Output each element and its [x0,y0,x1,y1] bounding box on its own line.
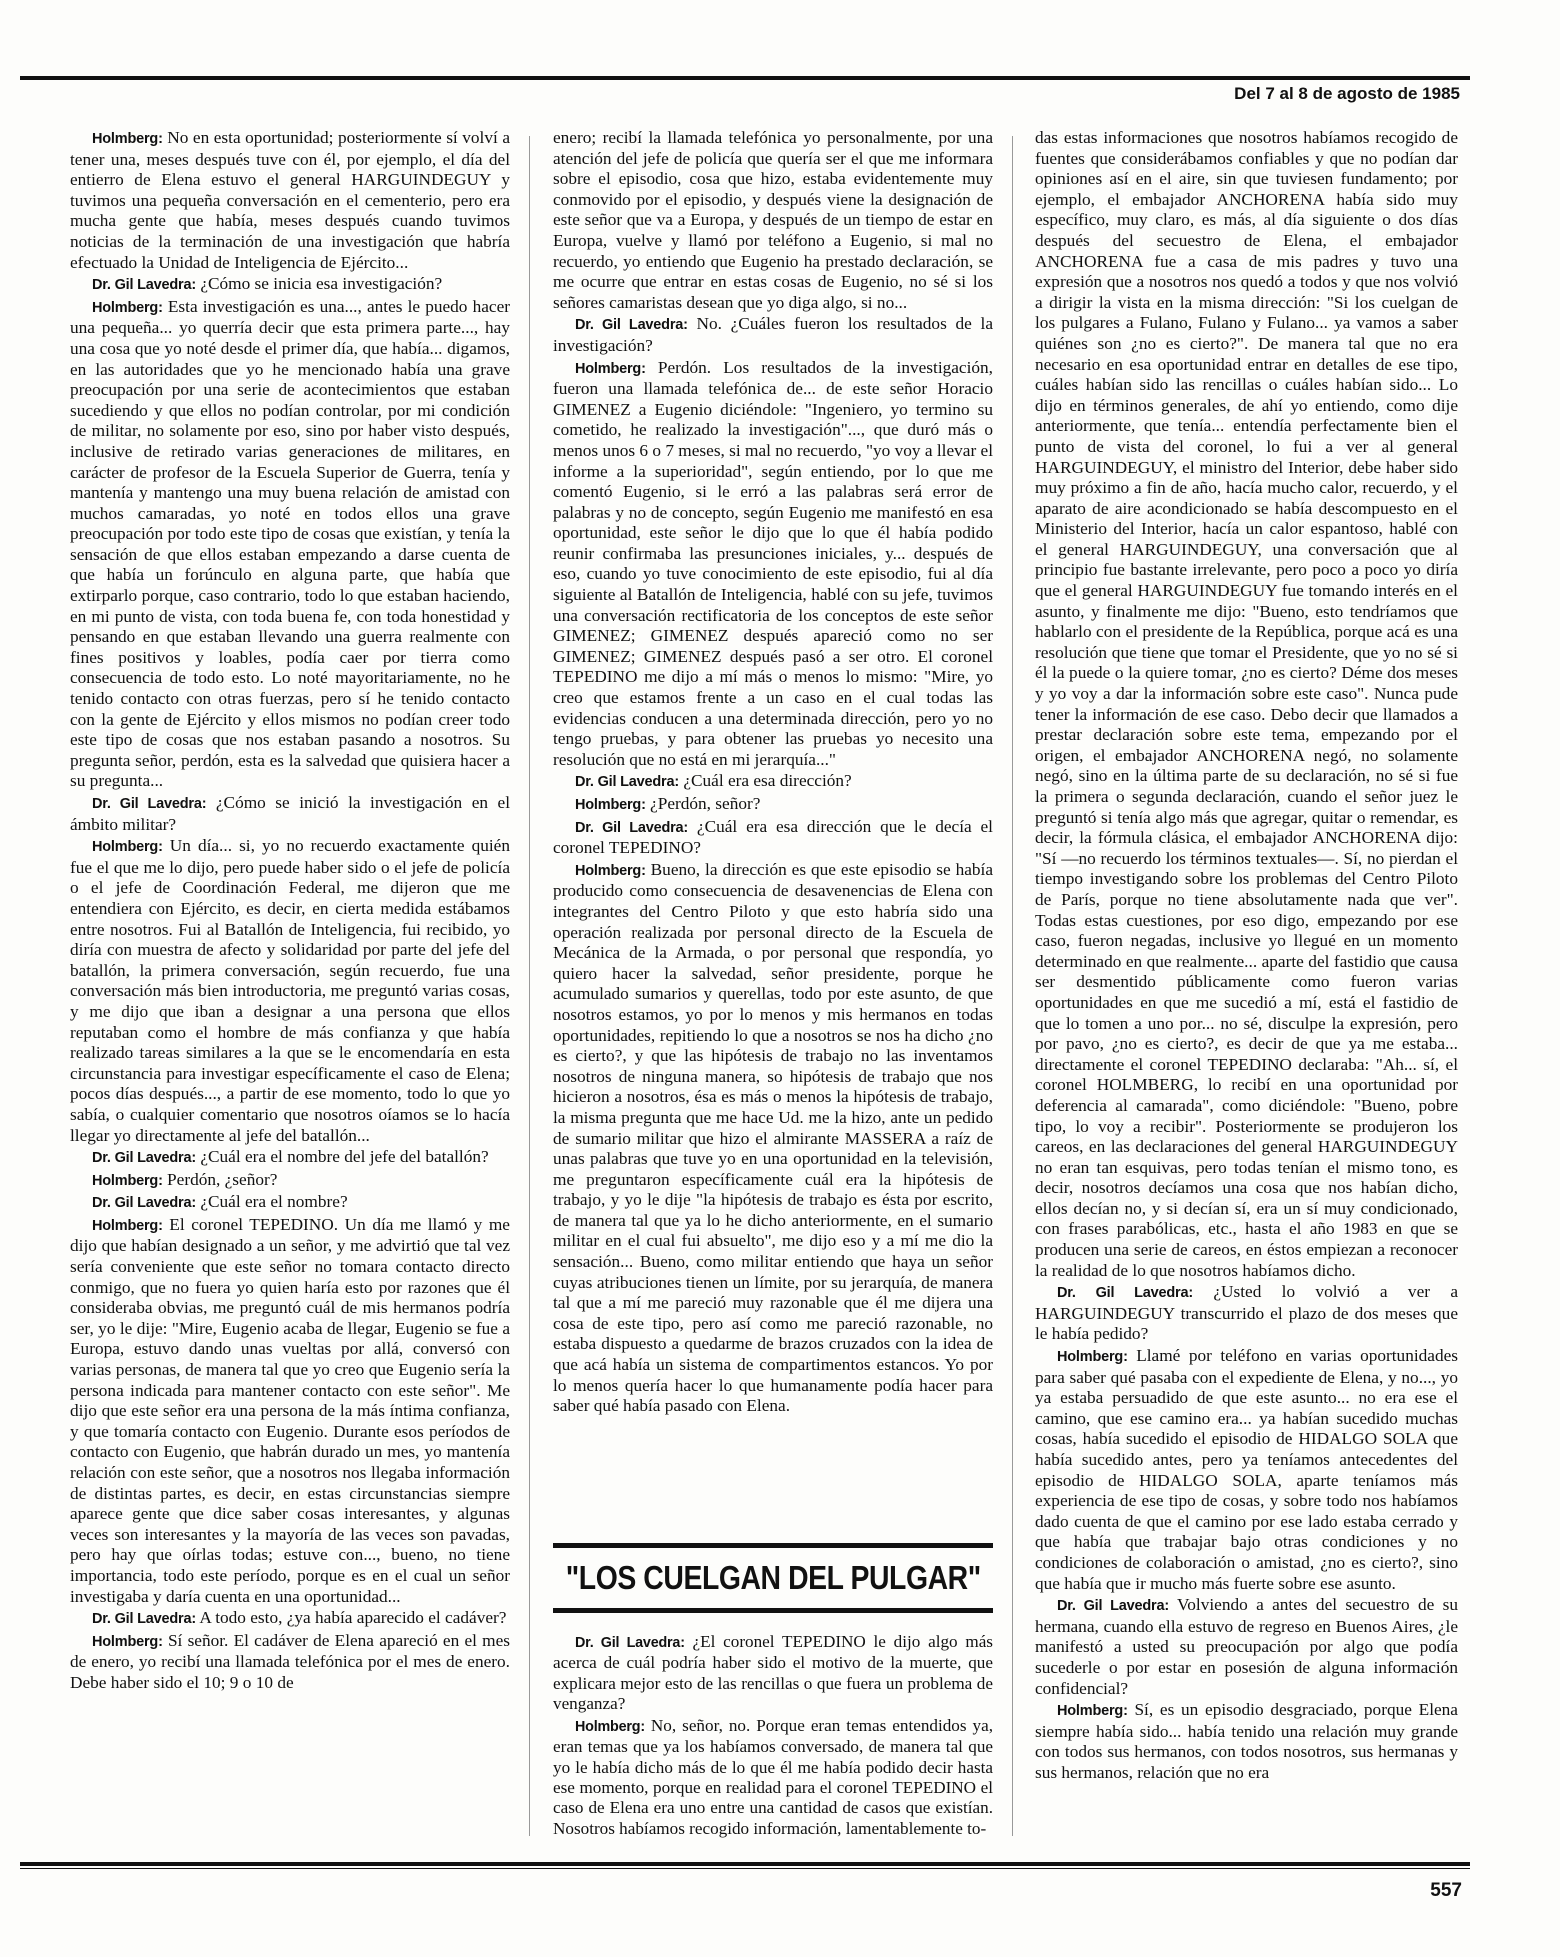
paragraph-text: Sí, es un episodio desgraciado, porque Elena siempre había sido... había tenido una relación muy grande con todos sus hermanos, con todos nosotros, sus hermanas y sus hermanos, relación que no era [1035,1700,1458,1782]
transcript-paragraph [553,794,993,816]
paragraph-text: Perdón. Los resultados de la investigación, fueron una llamada telefónica de... de este señor Horacio GIMENEZ a Eugenio diciéndole: "Ingeniero, yo termino su cometido, he realizado la investigación"..., que duró más o menos unos 6 o 7 meses, si mal no recuerdo, "yo voy a llevar el informe a la superioridad", según entiendo, por lo que me comentó Eugenio, si le erró a las palabras será error de palabras y no de concepto, según Eugenio me manifestó en esa oportunidad, este señor le dijo que lo que él había podido reunir confirmaba las presunciones iniciales, y... después de eso, cuando yo tuve conocimiento de este episodio, fui al día siguiente al Batallón de Inteligencia, hablé con su jefe, tuvimos una conversación rectificatoria de los conceptos de este señor GIMENEZ; GIMENEZ después apareció como no ser GIMENEZ; GIMENEZ después pasó a ser otro. El coronel TEPEDINO me dijo a mí más o menos lo mismo: "Mire, yo creo que estamos frente a un caso en el cual todas las evidencias conducen a una determinada dirección, pero yo no tengo pruebas, y para obtener las pruebas yo necesito una resolución que no está en mi jerarquía..." [553,357,993,769]
transcript-paragraph [1035,1282,1458,1345]
paragraph-text: ¿Cuál era el nombre del jefe del batallón? [200,1147,489,1167]
transcript-paragraph [553,771,993,793]
transcript-paragraph [70,1192,510,1214]
transcript-paragraph [70,793,510,835]
column-divider [529,136,530,1836]
paragraph-text: Bueno, la dirección es que este episodio se había producido como consecuencia de desavenencias de Elena con integrantes del Centro Piloto y que esto habría sido una operación realizada por personal directo de la Escuela de Mecánica de la Armada, o por personal que respondía, yo quiero hacer la salvedad, señor presidente, porque he acumulado sumarios y querellas, todo por este asunto, de que nosotros estamos, yo por lo menos y mis hermanos en todas oportunidades, repitiendo lo que a nosotros se nos ha dicho ¿no es cierto?, y que las hipótesis de trabajo no las inventamos nosotros de ninguna manera, so hipótesis de trabajo que nos hicieron a nosotros, ésa es más o menos la hipótesis de trabajo, la misma pregunta que me hace Ud. me la hizo, ante un pedido de sumario militar que hizo el almirante MASSERA a raíz de unas palabras que tuve yo en una oportunidad en la televisión, me preguntaron específicamente cuál era la hipótesis de trabajo, y yo le dije "la hipótesis de trabajo es ésta por escrito, de manera tal que ya lo he dicho anteriormente, en el sumario militar en el cual fui absuelto", me dijo eso y a mí me dio la sensación... Bueno, como militar entiendo que haya un señor cuyas atribuciones tienen un límite, por su jerarquía, de manera tal que a mí me pareció muy razonable que él me dijera una cosa de este tipo, pero así como me pareció razonable, no estaba dispuesto a quedarme de brazos cruzados con la idea de que acá había un sistema de compartimentos estancos. Yo por lo menos quería hacer lo que humanamente podía hacer para saber qué había pasado con Elena. [553,859,993,1416]
bottom-rule-thin [20,1868,1470,1869]
paragraph-text: A todo esto, ¿ya había aparecido el cadáver? [199,1608,507,1628]
transcript-paragraph [70,1170,510,1192]
transcript-paragraph [70,1631,510,1694]
speaker-label: Holmberg: [92,1217,163,1234]
paragraph-text: ¿Usted lo volvió a ver a HARGUINDEGUY transcurrido el plazo de dos meses que le había pedido? [1035,1282,1458,1344]
transcript-paragraph [553,128,993,313]
paragraph-text: ¿Cómo se inicia esa investigación? [200,274,443,294]
transcript-paragraph [553,817,993,859]
paragraph-text: No. ¿Cuáles fueron los resultados de la investigación? [553,314,993,355]
speaker-label: Dr. Gil Lavedra: [1057,1598,1169,1615]
column-3 [1035,128,1458,1828]
transcript-paragraph [70,274,510,296]
paragraph-text: Perdón, ¿señor? [167,1169,278,1189]
paragraph-text: No, señor, no. Porque eran temas entendidos ya, eran temas que ya los habíamos conversado, de manera tal que yo le había dicho más de lo que él me había podido decir hasta ese momento, porque en realidad para el coronel TEPEDINO el caso de Elena era uno entre una cantidad de casos que existían. Nosotros habíamos recogido información, lamentablemente to- [553,1715,993,1838]
speaker-label: Holmberg: [92,1633,163,1650]
transcript-paragraph [70,836,510,1146]
transcript-paragraph [70,1608,510,1630]
speaker-label: Dr. Gil Lavedra: [92,1195,196,1212]
transcript-paragraph [553,860,993,1417]
speaker-label: Dr. Gil Lavedra: [575,774,679,791]
paragraph-text: Un día... si, yo no recuerdo exactamente quién fue el que me lo dijo, pero puede haber sido o el jefe de policía o el jefe de Coordinación Federal, me dijeron que me entendiera con Ejército, es decir, en cierta medida estábamos entre nosotros. Fui al Batallón de Inteligencia, fui recibido, yo diría con muestra de afecto y solidaridad por parte del jefe del batallón, la primera conversación, según recuerdo, fue una conversación más bien introductoria, me preguntó varias cosas, y me dijo que iban a designar a una persona que ellos reputaban como el hombre de más confianza y que había realizado tareas similares a la que se le encomendaría en esta circunstancia para investigar específicamente el caso de Elena; pocos días después..., a partir de ese momento, todo lo que yo sabía, o cualquier comentario que nosotros oíamos se lo hacía llegar yo directamente al jefe del batallón... [70,836,510,1145]
speaker-label: Dr. Gil Lavedra: [92,277,196,294]
speaker-label: Holmberg: [575,862,646,879]
page-number: 557 [1430,1880,1462,1901]
section-headline: "LOS CUELGAN DEL PULGAR" [565,1559,981,1596]
speaker-label: Holmberg: [1057,1703,1128,1720]
speaker-label: Dr. Gil Lavedra: [92,1150,196,1167]
paragraph-text: Volviendo a antes del secuestro de su hermana, cuando ella estuvo de regreso en Buenos Aires, ¿le manifestó a usted su preocupación por algo que podía sucederle o por estar en posesión de alguna información confidencial? [1035,1595,1458,1698]
paragraph-text: ¿El coronel TEPEDINO le dijo algo más acerca de cuál podría haber sido el motivo de la muerte, que explicara mejor esto de las rencillas o que fuera un problema de venganza? [553,1632,993,1714]
column-2-continued [553,1632,993,1842]
speaker-label: Holmberg: [92,1172,163,1189]
bottom-rule [20,1862,1470,1866]
speaker-label: Dr. Gil Lavedra: [92,796,207,812]
paragraph-text: ¿Cuál era el nombre? [200,1192,348,1212]
column-2 [553,128,993,1513]
paragraph-text: ¿Cómo se inició la investigación en el ámbito militar? [70,793,510,834]
transcript-paragraph [553,358,993,771]
paragraph-text: ¿Cuál era esa dirección? [683,771,852,791]
speaker-label: Dr. Gil Lavedra: [92,1611,196,1628]
transcript-paragraph [1035,1346,1458,1594]
speaker-label: Dr. Gil Lavedra: [575,819,689,836]
column-divider [1012,136,1013,1836]
transcript-paragraph [70,128,510,273]
speaker-label: Holmberg: [92,839,163,856]
transcript-paragraph [70,1147,510,1169]
top-rule [20,76,1470,80]
speaker-label: Dr. Gil Lavedra: [575,1635,685,1651]
paragraph-text: No en esta oportunidad; posteriormente sí volví a tener una, meses después tuve con él, por ejemplo, el día del entierro de Elena estuvo el general HARGUINDEGUY y tuvimos una pequeña conversación en el cementerio, pero era mucha gente que había, meses después cuando tuvimos noticias de la terminación de una investigación que habría efectuado la Unidad de Inteligencia de Ejército... [70,128,510,272]
paragraph-text: ¿Perdón, señor? [650,794,761,813]
paragraph-text: Llamé por teléfono en varias oportunidades para saber qué pasaba con el expediente de Elena, y no..., yo ya estaba persuadido de que este asunto... no era ese el camino, que ese camino era... ya habían sucedido muchas cosas, había sucedido el episodio de HIDALGO SOLA que había sucedido antes, pero ya teníamos antecedentes del episodio de HIDALGO SOLA, aparte teníamos más experiencia de ese tipo de cosas, y sobre todo nos habíamos dado cuenta de que el camino por ese lado estaba cerrado y que había que trabajar bajo otras condiciones y no condiciones de colaboración o amistad, ¿no es cierto?, sino que había que ir mucho más fuerte sobre ese asunto. [1035,1346,1458,1593]
speaker-label: Holmberg: [92,131,163,147]
column-1 [70,128,510,1828]
section-headline-box [553,1543,993,1613]
paragraph-text: Sí señor. El cadáver de Elena apareció en el mes de enero, yo recibí una llamada telefónica por el mes de enero. Debe haber sido el 10; 9 o 10 de [70,1630,510,1692]
transcript-paragraph [70,297,510,792]
speaker-label: Dr. Gil Lavedra: [575,317,688,334]
transcript-paragraph [553,1632,993,1715]
issue-date: Del 7 al 8 de agosto de 1985 [1234,84,1460,103]
transcript-paragraph [553,1716,993,1840]
transcript-paragraph [553,314,993,356]
transcript-paragraph [1035,1595,1458,1699]
paragraph-text: enero; recibí la llamada telefónica yo personalmente, por una atención del jefe de policía que quería ser el que me informara sobre el episodio, cosa que hizo, estaba evidentemente muy conmovido por el episodio, y después viene la designación de este señor que va a Europa, y después de un tiempo de estar en Europa, vuelve y llamó por teléfono a Eugenio, si mal no recuerdo, yo entiendo que Eugenio ha prestado declaración, se me ocurre que entrar en estas cosas de Eugenio, no sé si los señores camaristas desean que yo diga algo, si no... [553,128,993,312]
speaker-label: Holmberg: [575,797,646,813]
paragraph-text: das estas informaciones que nosotros habíamos recogido de fuentes que considerábamos confiables y que no podían dar opiniones así en el aire, sin que tuviesen fundamento; por ejemplo, el embajador ANCHORENA había sido muy específico, muy claro, es más, al día siguiente o dos días después del secuestro de Elena, el embajador ANCHORENA fue a casa de mis padres y tuvo una expresión que a nosotros nos quedó a todos y que nos volvió a dirigir la vista en la misma dirección: "Si los cuelgan de los pulgares a Fulano, Fulano y Fulano... ya vamos a saber quiénes son ¿no es cierto?". De manera tal que no era necesario en esa oportunidad entrar en detalles de ese tipo, cuáles habían sido las rencillas o cuáles habían sido... Lo dijo en términos generales, de ahí yo entiendo, como dije anteriormente, que tenía... entendía perfectamente bien el punto de vista del coronel, lo fui a ver al general HARGUINDEGUY, el ministro del Interior, debe haber sido muy próximo a fin de año, hacía mucho calor, recuerdo, y el aparato de aire acondicionado se había descompuesto en el Ministerio del Interior, hacía un calor espantoso, hablé con el general HARGUINDEGUY, una conversación que al principio fue bastante irrelevante, pero poco a poco yo diría que el general HARGUINDEGUY fue tomando interés en el asunto, y finalmente me dijo: "Bueno, esto tendríamos que hablarlo con el presidente de la República, porque acá es una resolución que tiene que tomar el Presidente, que yo no sé si él la puede o la quiere tomar, ¿no es cierto? Déme dos meses y yo voy a dar la información sobre este caso". Nunca pude tener la información de ese caso. Debo decir que llamados a prestar declaración sobre este tema, empezando por el origen, el embajador ANCHORENA negó, no solamente negó, sino en la última parte de su declaración, no sé si fue la primera o segunda declaración, cuando el señor juez le preguntó si tenía algo más que agregar, quitar o remendar, es decir, la fórmula clásica, el embajador ANCHORENA dijo: "Sí —no recuerdo los términos textuales—. Sí, no pierdan el tiempo investigando sobre los problemas del Centro Piloto de París, porque no tiene absolutamente nada que ver". Todas estas cuestiones, por eso digo, empezando por ese caso, fueron negadas, inclusive yo llegué en un momento determinado en que realmente... aparte del fastidio que causa ser desmentido públicamente como fueron varias oportunidades en que me sucedió a mí, está el fastidio de que lo tomen a uno por... no sé, disculpe la expresión, pero por pavo, ¿no es cierto?, es decir de que ya me estaba... directamente el coronel TEPEDINO declaraba: "Ah... sí, el coronel HOLMBERG, lo recibí en una oportunidad por deferencia al camarada", como diciéndole: "Bueno, pobre tipo, lo voy a recibir". Posteriormente se produjeron los careos, en las declaraciones del general HARGUINDEGUY no eran tan esquivas, pero todas tenían el mismo tono, es decir, nosotros decíamos una cosa que nos habían dicho, ellos decían no, y si decían sí, era un sí muy condicionado, con frases parabólicas, etc., hasta el año 1983 en que se producen una serie de careos, en éstos empiezan a reconocer la realidad de lo que nosotros habíamos dicho. [1035,128,1458,1280]
speaker-label: Holmberg: [575,360,646,377]
speaker-label: Dr. Gil Lavedra: [1057,1285,1193,1302]
transcript-paragraph [70,1215,510,1607]
speaker-label: Holmberg: [92,299,163,316]
paragraph-text: Esta investigación es una..., antes le puedo hacer una pequeña... yo querría decir que esta primera parte..., hay una cosa que yo noté desde el primer día, que había... digamos, en las autoridades que yo he mencionado había una grave preocupación por una serie de acontecimientos que estaban sucediendo y que ellos no podían controlar, por mi condición de militar, no solamente por eso, sino por haber visto después, inclusive de retirado varias generaciones de militares, en carácter de profesor de la Escuela Superior de Guerra, tenía y mantenía y mantengo una muy buena relación de amistad con muchos camaradas, yo noté en todos ellos una grave preocupación por todo este tipo de cosas que existían, y tenía la sensación de que ellos estaban empezando a darse cuenta de que había un forúnculo en alguna parte, que había que extirparlo porque, caso contrario, todo lo que estaban haciendo, en mi punto de vista, con toda buena fe, con toda honestidad y pensando en que estaban llevando una guerra realmente con fines positivos y loables, podía caer por tierra como consecuencia de todo esto. Lo noté mayoritariamente, no he tenido contacto con otras fuerzas, pero sí he tenido contacto con la gente de Ejército y ellos mismos no podían creer todo este tipo de cosas que nos estaban pasando a nosotros. Su pregunta señor, perdón, esta es la salvedad que quisiera hacer a su pregunta... [70,296,511,791]
paragraph-text: El coronel TEPEDINO. Un día me llamó y me dijo que habían designado a un señor, y me advirtió que tal vez sería conveniente que este señor no tomara contacto directo conmigo, que no fuera yo quien haría esto por razones que él consideraba obvias, me preguntó cuál de mis hermanos podría ser, yo le dije: "Mire, Eugenio acaba de llegar, Eugenio se fue a Europa, estuvo dando unas vueltas por allá, conversó con varias personas, de manera tal que yo creo que Eugenio sería la persona indicada para mantener contacto con este señor". Me dijo que este señor era una persona de la más íntima confianza, y que tomaría contacto con Eugenio. Durante esos períodos de contacto con Eugenio, que habrán durado un mes, yo mantenía relación con este señor, que a nosotros nos llegaba información de distintas partes, es decir, en estas circunstancias siempre aparece gente que dice saber cosas interesantes, y algunas veces son interesantes y la mayoría de las veces son pavadas, pero hay que oírlas todas; estuve con..., bueno, no tiene importancia, todo este período, porque es en el cual un señor investigaba y daría cuenta en una oportunidad... [70,1214,510,1606]
speaker-label: Holmberg: [575,1718,645,1735]
transcript-paragraph [1035,128,1458,1281]
transcript-paragraph [1035,1700,1458,1783]
paragraph-text: ¿Cuál era esa dirección que le decía el coronel TEPEDINO? [553,816,993,858]
speaker-label: Holmberg: [1057,1349,1128,1366]
